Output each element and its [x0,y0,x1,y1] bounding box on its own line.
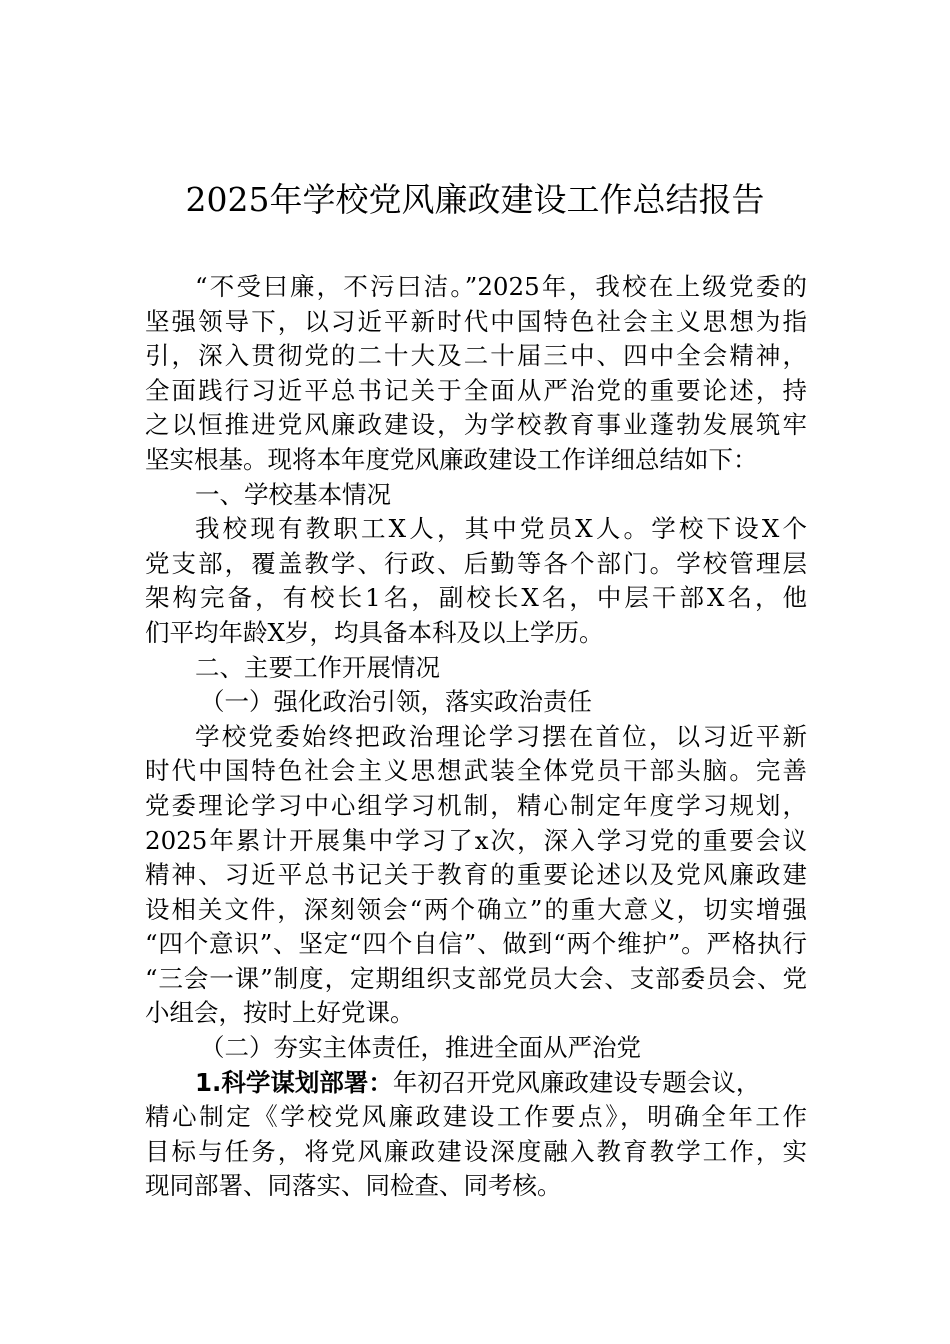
document-body [145,270,807,1204]
paragraph-line: 之以恒推进党风廉政建设，为学校教育事业蓬勃发展筑牢 [145,410,807,440]
paragraph-line: 设相关文件，深刻领会“两个确立”的重大意义，切实增强 [145,894,807,924]
paragraph-line [145,1066,807,1101]
paragraph-line: “不受曰廉，不污曰洁。”2025年，我校在上级党委的 [195,272,807,301]
paragraph-line: 全面践行习近平总书记关于全面从严治党的重要论述，持 [145,375,807,405]
paragraph-line: 小组会，按时上好党课。 [145,998,415,1028]
item-heading: 1.科学谋划部署： [195,1067,393,1097]
paragraph-line: 目标与任务，将党风廉政建设深度融入教育教学工作，实 [145,1136,807,1166]
paragraph-line: 2025年累计开展集中学习了x次，深入学习党的重要会议 [145,825,807,855]
subsection-heading: （一）强化政治引领，落实政治责任 [200,687,592,717]
paragraph-line: 引，深入贯彻党的二十大及二十届三中、四中全会精神， [145,341,807,371]
document-title: 2025年学校党风廉政建设工作总结报告 [185,180,765,219]
paragraph-line: 架构完备，有校长1名，副校长X名，中层干部X名，他 [145,583,807,613]
paragraph-line: 我校现有教职工X人，其中党员X人。学校下设X个 [195,514,807,544]
paragraph-line: “四个意识”、坚定“四个自信”、做到“两个维护”。严格执行 [145,929,807,959]
paragraph-line: 精神、习近平总书记关于教育的重要论述以及党风廉政建 [145,860,807,890]
paragraph-line: “三会一课”制度，定期组织支部党员大会、支部委员会、党 [145,963,807,993]
subsection-heading: （二）夯实主体责任，推进全面从严治党 [200,1033,641,1063]
paragraph-line: 们平均年龄X岁，均具备本科及以上学历。 [145,617,604,647]
paragraph-line: 党委理论学习中心组学习机制，精心制定年度学习规划， [145,790,807,820]
paragraph-line: 学校党委始终把政治理论学习摆在首位，以习近平新 [195,721,807,751]
paragraph-line: 坚实根基。现将本年度党风廉政建设工作详细总结如下： [145,444,758,474]
section-heading: 二、主要工作开展情况 [195,652,440,682]
paragraph-line: 坚强领导下，以习近平新时代中国特色社会主义思想为指 [145,306,807,336]
paragraph-line: 精心制定《学校党风廉政建设工作要点》，明确全年工作 [145,1102,807,1132]
item-text: 年初召开党风廉政建设专题会议， [392,1067,761,1097]
paragraph-line: 现同部署、同落实、同检查、同考核。 [145,1171,562,1201]
section-heading: 一、学校基本情况 [195,479,391,509]
paragraph-line: 时代中国特色社会主义思想武装全体党员干部头脑。完善 [145,756,807,786]
paragraph-line: 党支部，覆盖教学、行政、后勤等各个部门。学校管理层 [145,548,807,578]
